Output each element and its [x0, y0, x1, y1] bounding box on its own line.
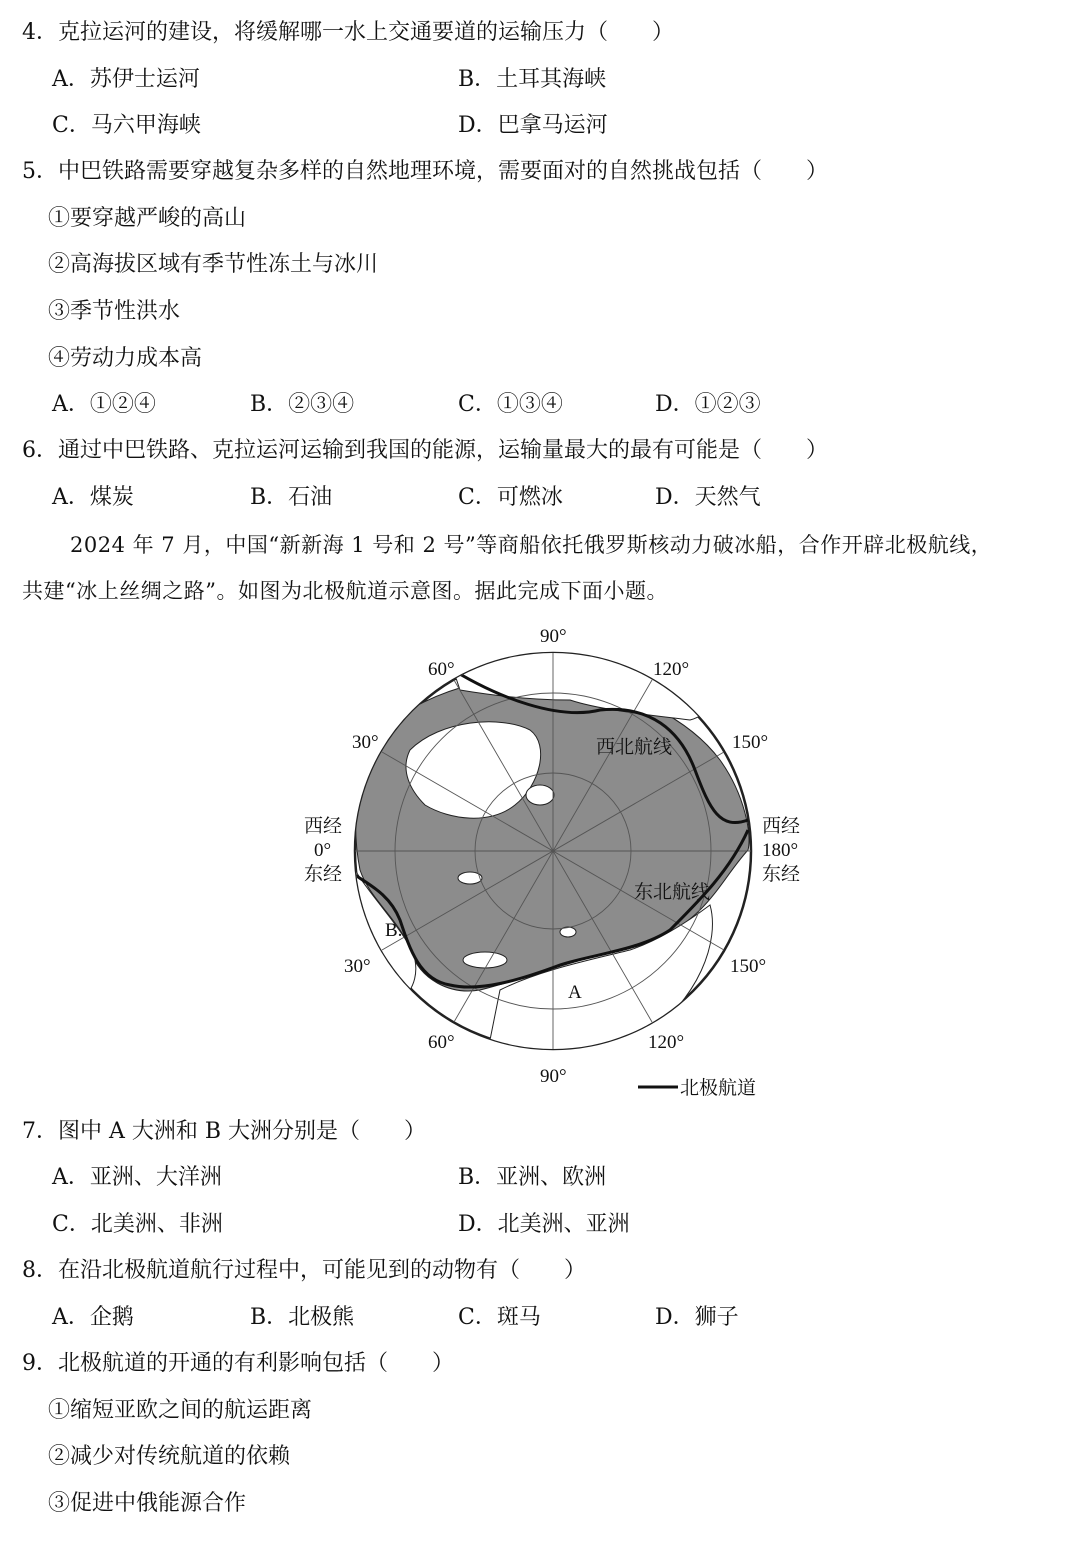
q5-stem: 5．中巴铁路需要穿越复杂多样的自然地理环境，需要面对的自然挑战包括（ ）	[22, 159, 828, 184]
q8-option-a[interactable]: A．企鹅	[52, 1305, 134, 1330]
q7-option-c[interactable]: C．北美洲、非洲	[52, 1212, 223, 1237]
label-west-right: 西经	[762, 815, 801, 837]
label-60-bl: 60°	[428, 1032, 455, 1053]
q5-option-c[interactable]: C．①③④	[458, 392, 563, 417]
q7-option-a[interactable]: A．亚洲、大洋洲	[52, 1165, 222, 1190]
q5-option-d[interactable]: D．①②③	[655, 392, 761, 417]
q5-option-b[interactable]: B．②③④	[250, 392, 355, 417]
q4-option-c[interactable]: C．马六甲海峡	[52, 113, 201, 138]
q6-option-b[interactable]: B．石油	[250, 485, 333, 510]
q5-item-3: ③季节性洪水	[48, 299, 181, 324]
q6-option-d[interactable]: D．天然气	[655, 485, 761, 510]
label-west-left: 西经	[304, 815, 343, 837]
label-150-tr: 150°	[732, 732, 769, 753]
q9-item-3: ③促进中俄能源合作	[48, 1491, 247, 1516]
q6-option-a[interactable]: A．煤炭	[52, 485, 134, 510]
q4-stem: 4．克拉运河的建设，将缓解哪一水上交通要道的运输压力（ ）	[22, 20, 674, 45]
label-30-bl: 30°	[344, 956, 371, 977]
q9-item-2: ②减少对传统航道的依赖	[48, 1444, 291, 1469]
q9-stem: 9．北极航道的开通的有利影响包括（ ）	[22, 1351, 454, 1376]
q8-option-d[interactable]: D．狮子	[655, 1305, 739, 1330]
q8-option-c[interactable]: C．斑马	[458, 1305, 541, 1330]
label-30-tl: 30°	[352, 732, 379, 753]
label-continent-a: A	[568, 982, 582, 1003]
q5-option-a[interactable]: A．①②④	[52, 392, 156, 417]
q6-stem: 6．通过中巴铁路、克拉运河运输到我国的能源，运输量最大的最有可能是（ ）	[22, 438, 828, 463]
island-2	[463, 952, 507, 968]
arctic-route-map	[300, 620, 820, 1110]
q9-item-1: ①缩短亚欧之间的航运距离	[48, 1398, 313, 1423]
q5-item-4: ④劳动力成本高	[48, 346, 203, 371]
label-east-left: 东经	[304, 863, 343, 885]
q6-option-c[interactable]: C．可燃冰	[458, 485, 563, 510]
q4-option-d[interactable]: D．巴拿马运河	[458, 113, 608, 138]
q4-option-a[interactable]: A．苏伊士运河	[52, 67, 200, 92]
label-ne-route: 东北航线	[634, 881, 711, 903]
label-bottom-90: 90°	[540, 1066, 567, 1087]
label-60-tl: 60°	[428, 659, 455, 680]
intro-line-2: 共建“冰上丝绸之路”。如图为北极航道示意图。据此完成下面小题。	[22, 579, 668, 603]
label-top-90: 90°	[540, 626, 567, 647]
label-150-br: 150°	[730, 956, 767, 977]
q5-item-2: ②高海拔区域有季节性冻土与冰川	[48, 252, 379, 277]
q7-stem: 7．图中 A 大洲和 B 大洲分别是（ ）	[22, 1119, 427, 1144]
label-east-right: 东经	[762, 863, 801, 885]
legend-label: 北极航道	[680, 1077, 757, 1099]
island-4	[526, 785, 554, 805]
q8-stem: 8．在沿北极航道航行过程中，可能见到的动物有（ ）	[22, 1258, 586, 1283]
label-continent-b: B.	[385, 920, 403, 941]
q5-item-1: ①要穿越严峻的高山	[48, 206, 247, 231]
label-120-br: 120°	[648, 1032, 685, 1053]
label-120-tr: 120°	[653, 659, 690, 680]
label-zero: 0°	[314, 840, 332, 861]
label-nw-route: 西北航线	[596, 736, 673, 758]
q7-option-b[interactable]: B．亚洲、欧洲	[458, 1165, 607, 1190]
q7-option-d[interactable]: D．北美洲、亚洲	[458, 1212, 630, 1237]
q8-option-b[interactable]: B．北极熊	[250, 1305, 355, 1330]
q4-option-b[interactable]: B．土耳其海峡	[458, 67, 607, 92]
intro-line-1: 2024 年 7 月，中国“新新海 1 号和 2 号”等商船依托俄罗斯核动力破冰船，合作开辟北极航线，	[70, 533, 993, 557]
label-180: 180°	[762, 840, 799, 861]
